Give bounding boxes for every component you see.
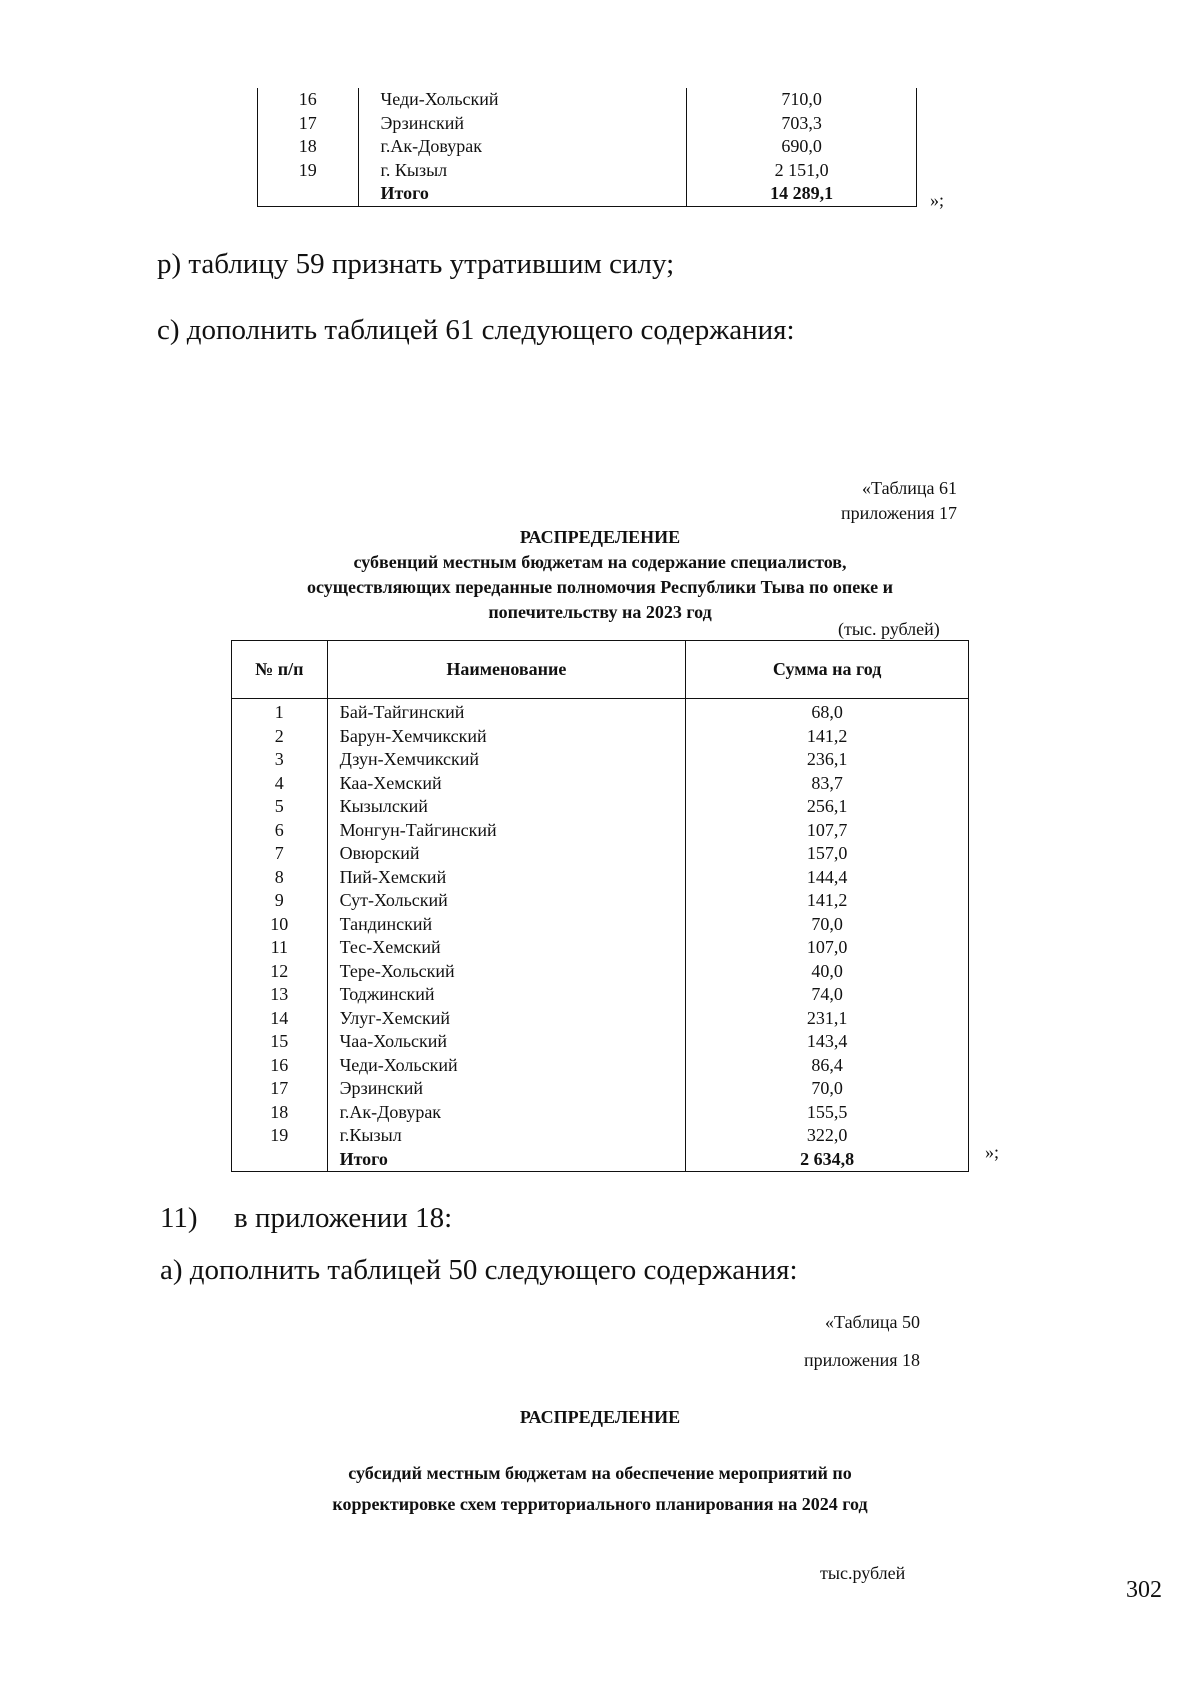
row-name: Чеди-Хольский: [327, 1054, 686, 1078]
table-row: [232, 960, 969, 984]
table-row: [258, 159, 917, 183]
paragraph-s: с) дополнить таблицей 61 следующего содержания:: [157, 314, 795, 346]
row-name: Тоджинский: [327, 983, 686, 1007]
table-61: [231, 640, 969, 1172]
page-number: 302: [1126, 1577, 1162, 1603]
row-sum: 74,0: [686, 983, 969, 1007]
header-number: № п/п: [232, 641, 328, 699]
row-sum: 256,1: [686, 795, 969, 819]
table-row: [232, 936, 969, 960]
row-sum: 322,0: [686, 1124, 969, 1148]
row-sum: 157,0: [686, 842, 969, 866]
table-ref: [657, 476, 957, 526]
row-number: 3: [232, 748, 328, 772]
row-sum: 143,4: [686, 1030, 969, 1054]
table-title: [200, 525, 1000, 625]
row-number: 17: [232, 1077, 328, 1101]
row-number: 16: [258, 88, 359, 112]
row-number: 14: [232, 1007, 328, 1031]
table-row: [232, 819, 969, 843]
paragraph-a: а) дополнить таблицей 50 следующего содержания:: [160, 1254, 798, 1286]
subtitle-line2: корректировке схем территориального планирования на 2024 год: [332, 1494, 868, 1514]
row-name: Чеди-Хольский: [358, 88, 687, 112]
row-sum: 86,4: [686, 1054, 969, 1078]
row-name: Тандинский: [327, 913, 686, 937]
row-name: г. Кызыл: [358, 159, 687, 183]
row-name: Кызылский: [327, 795, 686, 819]
table-row: [232, 983, 969, 1007]
table-row: [232, 795, 969, 819]
table-50-ref-line2: приложения 18: [803, 1350, 920, 1370]
closing-quote: »;: [930, 190, 945, 210]
row-number: 7: [232, 842, 328, 866]
row-number: 16: [232, 1054, 328, 1078]
row-number: 1: [232, 699, 328, 725]
table-row: [232, 889, 969, 913]
header-name: Наименование: [327, 641, 686, 699]
row-name: Дзун-Хемчикский: [327, 748, 686, 772]
table-row: [232, 1077, 969, 1101]
total-sum: 14 289,1: [687, 182, 917, 206]
table-row: [258, 112, 917, 136]
row-name: г.Кызыл: [327, 1124, 686, 1148]
row-number: 17: [258, 112, 359, 136]
table-row: [232, 1007, 969, 1031]
row-number: 9: [232, 889, 328, 913]
row-sum: 690,0: [687, 135, 917, 159]
header-sum: Сумма на год: [686, 641, 969, 699]
row-number: 13: [232, 983, 328, 1007]
table-row: [232, 772, 969, 796]
table-50-ref-line1: «Таблица 50: [825, 1312, 920, 1332]
unit-label: (тыс. рублей): [838, 619, 940, 639]
row-sum: 703,3: [687, 112, 917, 136]
closing-quote: »;: [985, 1142, 1000, 1162]
row-sum: 236,1: [686, 748, 969, 772]
table-row: [232, 913, 969, 937]
row-number: 10: [232, 913, 328, 937]
row-name: Бай-Тайгинский: [327, 699, 686, 725]
table-50-subtitle: [150, 1458, 1050, 1520]
title-text: РАСПРЕДЕЛЕНИЕ: [519, 527, 681, 547]
row-name: г.Ак-Довурак: [327, 1101, 686, 1125]
row-number: 19: [232, 1124, 328, 1148]
row-name: Монгун-Тайгинский: [327, 819, 686, 843]
row-name: Тере-Хольский: [327, 960, 686, 984]
table-row: [258, 88, 917, 112]
table-row: [232, 699, 969, 725]
table-header-row: [232, 641, 969, 699]
table-row: [258, 135, 917, 159]
total-row: [232, 1148, 969, 1172]
row-name: Улуг-Хемский: [327, 1007, 686, 1031]
table-row: [232, 725, 969, 749]
table-ref-line1: «Таблица 61: [862, 478, 957, 498]
table-row: [232, 866, 969, 890]
table-row: [232, 1101, 969, 1125]
total-row: [258, 182, 917, 206]
row-sum: 155,5: [686, 1101, 969, 1125]
row-name: Пий-Хемский: [327, 866, 686, 890]
row-sum: 141,2: [686, 725, 969, 749]
total-label: Итого: [327, 1148, 686, 1172]
row-number: 12: [232, 960, 328, 984]
row-sum: 141,2: [686, 889, 969, 913]
table-50-unit: тыс.рублей: [820, 1563, 906, 1583]
row-number: 8: [232, 866, 328, 890]
row-name: Тес-Хемский: [327, 936, 686, 960]
previous-table-continuation: [257, 88, 917, 207]
row-sum: 40,0: [686, 960, 969, 984]
table-row: [232, 1054, 969, 1078]
row-sum: 710,0: [687, 88, 917, 112]
row-name: Барун-Хемчикский: [327, 725, 686, 749]
table-row: [232, 1030, 969, 1054]
row-sum: 70,0: [686, 1077, 969, 1101]
table-50-title: РАСПРЕДЕЛЕНИЕ: [519, 1407, 681, 1427]
row-name: Эрзинский: [358, 112, 687, 136]
row-sum: 144,4: [686, 866, 969, 890]
row-sum: 107,0: [686, 936, 969, 960]
subtitle-line1: субсидий местным бюджетам на обеспечение мероприятий по: [348, 1463, 852, 1483]
row-name: Овюрский: [327, 842, 686, 866]
subtitle-line3: попечительству на 2023 год: [488, 602, 712, 622]
row-number: 18: [232, 1101, 328, 1125]
table-50-ref: [600, 1310, 920, 1373]
row-name: г.Ак-Довурак: [358, 135, 687, 159]
subtitle-line2: осуществляющих переданные полномочия Республики Тыва по опеке и: [307, 577, 893, 597]
table-ref-line2: приложения 17: [840, 503, 957, 523]
total-label: Итого: [358, 182, 687, 206]
row-number: 11: [232, 936, 328, 960]
row-number: 5: [232, 795, 328, 819]
row-number: 19: [258, 159, 359, 183]
row-sum: 231,1: [686, 1007, 969, 1031]
row-name: Каа-Хемский: [327, 772, 686, 796]
row-number: 6: [232, 819, 328, 843]
table-row: [232, 1124, 969, 1148]
row-sum: 68,0: [686, 699, 969, 725]
table-row: [232, 842, 969, 866]
row-sum: 70,0: [686, 913, 969, 937]
row-name: Эрзинский: [327, 1077, 686, 1101]
total-sum: 2 634,8: [686, 1148, 969, 1172]
row-sum: 107,7: [686, 819, 969, 843]
row-sum: 83,7: [686, 772, 969, 796]
subtitle-line1: субвенций местным бюджетам на содержание специалистов,: [353, 552, 847, 572]
row-number: 2: [232, 725, 328, 749]
row-number: 15: [232, 1030, 328, 1054]
row-sum: 2 151,0: [687, 159, 917, 183]
paragraph-r: р) таблицу 59 признать утратившим силу;: [157, 248, 675, 280]
row-name: Сут-Хольский: [327, 889, 686, 913]
table-row: [232, 748, 969, 772]
row-number: 18: [258, 135, 359, 159]
item-11-text: в приложении 18:: [234, 1202, 453, 1234]
item-11-number: 11): [160, 1202, 198, 1234]
row-name: Чаа-Хольский: [327, 1030, 686, 1054]
row-number: 4: [232, 772, 328, 796]
